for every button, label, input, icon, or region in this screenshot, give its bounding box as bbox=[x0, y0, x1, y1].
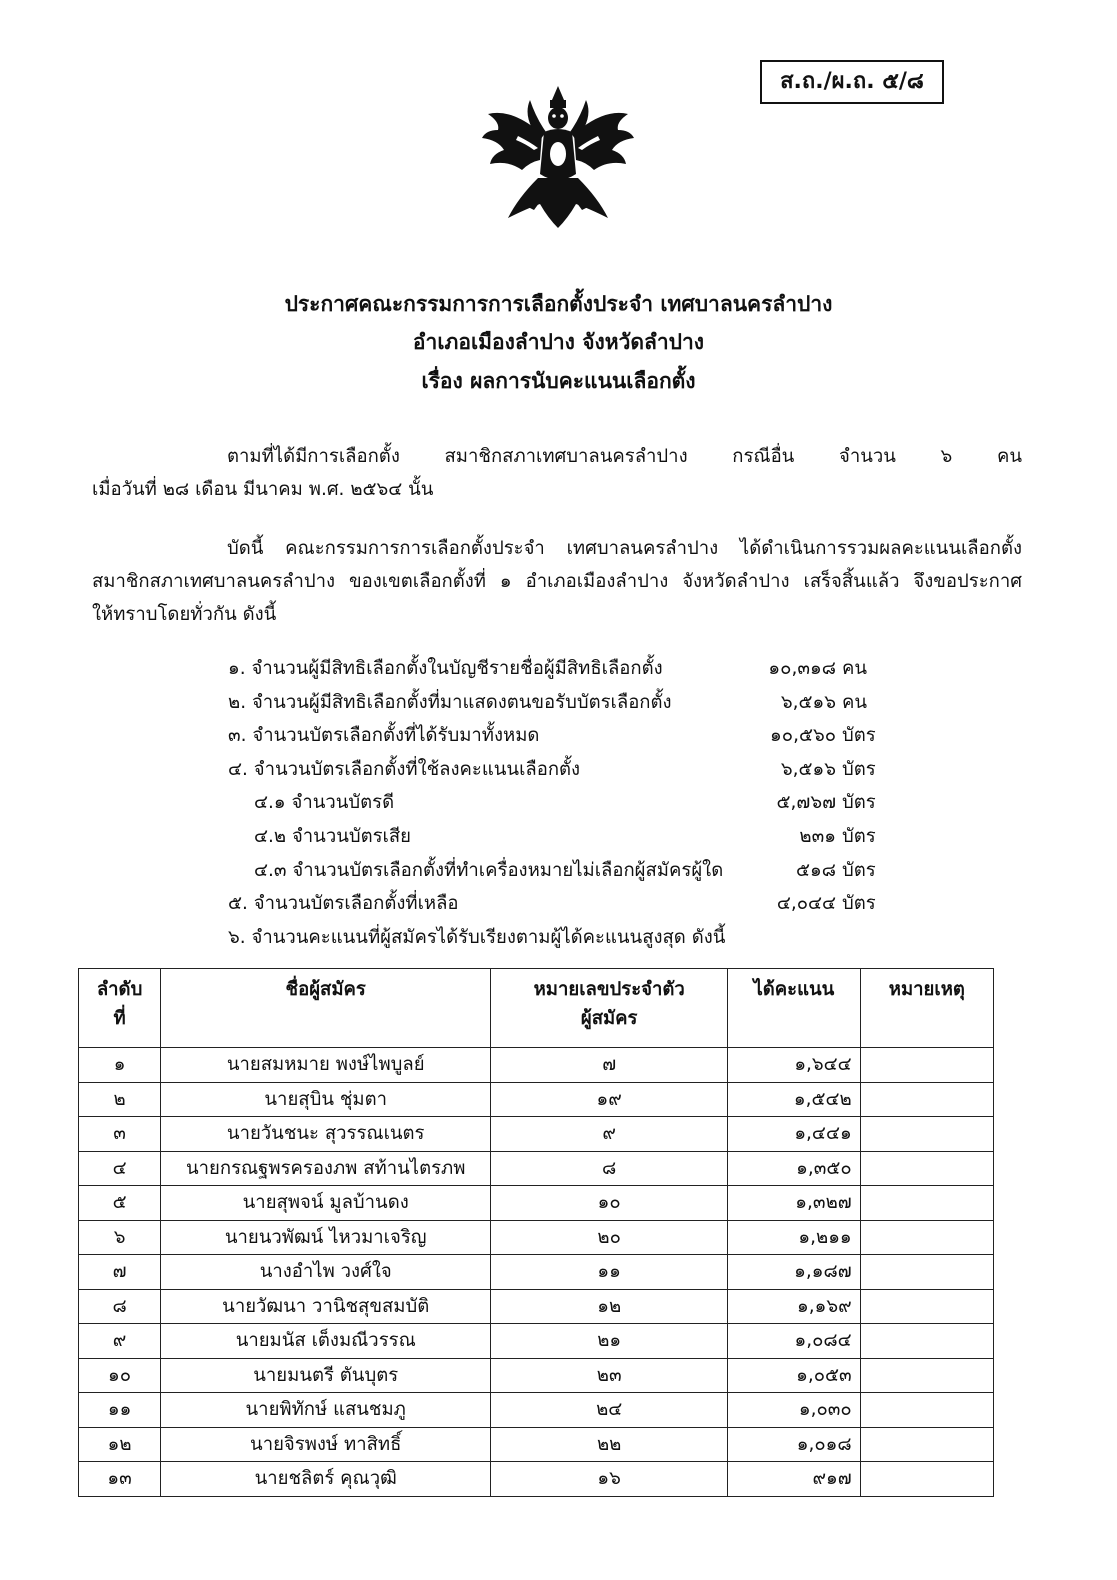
row-score: ๙๑๗ bbox=[728, 1462, 861, 1497]
stat-unit: บัตร bbox=[842, 725, 876, 747]
stat-row bbox=[228, 921, 888, 955]
row-order: ๑ bbox=[79, 1048, 161, 1083]
stat-value: ๕,๗๖๗ bbox=[776, 792, 836, 814]
row-candidate-number: ๑๒ bbox=[491, 1289, 728, 1324]
table-row bbox=[79, 1358, 994, 1393]
paragraph-2-line-3: ให้ทราบโดยทั่วกัน ดังนี้ bbox=[92, 604, 277, 625]
paragraph-2-line-1: บัดนี้ คณะกรรมการการเลือกตั้งประจำ เทศบาลนครลำปาง ได้ดำเนินการรวมผลคะแนนเลือกตั้ง bbox=[227, 538, 1022, 559]
row-remark bbox=[860, 1427, 993, 1462]
row-candidate-name: นายมนัส เต็งมณีวรรณ bbox=[161, 1324, 491, 1359]
row-candidate-number: ๑๖ bbox=[491, 1462, 728, 1497]
row-order: ๒ bbox=[79, 1082, 161, 1117]
row-order: ๘ bbox=[79, 1289, 161, 1324]
stat-label: ๔. จำนวนบัตรเลือกตั้งที่ใช้ลงคะแนนเลือกตั้ง bbox=[228, 758, 581, 780]
row-order: ๔ bbox=[79, 1151, 161, 1186]
header-score: ได้คะแนน bbox=[728, 969, 861, 1048]
table-row bbox=[79, 1117, 994, 1152]
stat-value: ๕๑๘ bbox=[795, 859, 836, 881]
row-score: ๑,๑๖๙ bbox=[728, 1289, 861, 1324]
stat-row bbox=[228, 820, 888, 854]
row-candidate-number: ๒๒ bbox=[491, 1427, 728, 1462]
row-candidate-number: ๑๑ bbox=[491, 1255, 728, 1290]
garuda-emblem-icon bbox=[478, 78, 638, 236]
table-row bbox=[79, 1151, 994, 1186]
stat-unit: บัตร bbox=[842, 893, 876, 915]
row-score: ๑,๕๔๒ bbox=[728, 1082, 861, 1117]
row-candidate-name: นายสมหมาย พงษ์ไพบูลย์ bbox=[161, 1048, 491, 1083]
document-code: ส.ถ./ผ.ถ. ๕/๘ bbox=[780, 69, 924, 94]
row-remark bbox=[860, 1220, 993, 1255]
stat-unit: คน bbox=[842, 691, 868, 713]
row-candidate-number: ๒๐ bbox=[491, 1220, 728, 1255]
row-candidate-number: ๑๙ bbox=[491, 1082, 728, 1117]
table-row bbox=[79, 1186, 994, 1221]
stat-value: ๑๐,๕๖๐ bbox=[770, 725, 836, 747]
row-remark bbox=[860, 1255, 993, 1290]
stat-row bbox=[228, 887, 888, 921]
row-candidate-number: ๒๔ bbox=[491, 1393, 728, 1428]
header-order: ลำดับ ที่ bbox=[79, 969, 161, 1048]
row-candidate-name: นายพิทักษ์ แสนชมภู bbox=[161, 1393, 491, 1428]
row-remark bbox=[860, 1151, 993, 1186]
paragraph-1-line-1: ตามที่ได้มีการเลือกตั้ง สมาชิกสภาเทศบาลนครลำปาง กรณีอื่น จำนวน ๖ คน bbox=[227, 446, 1022, 467]
candidate-results-table bbox=[78, 968, 994, 1497]
row-remark bbox=[860, 1117, 993, 1152]
row-remark bbox=[860, 1393, 993, 1428]
row-remark bbox=[860, 1289, 993, 1324]
title-line-2: อำเภอเมืองลำปาง จังหวัดลำปาง bbox=[412, 330, 705, 354]
row-order: ๑๑ bbox=[79, 1393, 161, 1428]
stat-row bbox=[228, 786, 888, 820]
stat-unit: บัตร bbox=[842, 758, 876, 780]
row-score: ๑,๐๓๐ bbox=[728, 1393, 861, 1428]
stat-row bbox=[228, 686, 888, 720]
paragraph-2-line-2: สมาชิกสภาเทศบาลนครลำปาง ของเขตเลือกตั้งที่ ๑ อำเภอเมืองลำปาง จังหวัดลำปาง เสร็จสิ้นแล้ว จึงขอประกาศ bbox=[92, 571, 1022, 592]
row-candidate-number: ๙ bbox=[491, 1117, 728, 1152]
stat-unit: บัตร bbox=[842, 825, 876, 847]
header-remark: หมายเหตุ bbox=[860, 969, 993, 1048]
row-candidate-name: นายสุบิน ชุ่มตา bbox=[161, 1082, 491, 1117]
row-order: ๙ bbox=[79, 1324, 161, 1359]
row-score: ๑,๐๑๘ bbox=[728, 1427, 861, 1462]
row-candidate-name: นายมนตรี ตันบุตร bbox=[161, 1358, 491, 1393]
stat-label: ๒. จำนวนผู้มีสิทธิเลือกตั้งที่มาแสดงตนขอรับบัตรเลือกตั้ง bbox=[228, 691, 672, 713]
row-candidate-name: นางอำไพ วงศ์ใจ bbox=[161, 1255, 491, 1290]
statistics-list bbox=[228, 652, 888, 954]
stat-value: ๒๓๑ bbox=[799, 825, 836, 847]
row-remark bbox=[860, 1048, 993, 1083]
table-row bbox=[79, 1220, 994, 1255]
row-score: ๑,๐๕๓ bbox=[728, 1358, 861, 1393]
stat-unit: บัตร bbox=[842, 792, 876, 814]
title-line-3: เรื่อง ผลการนับคะแนนเลือกตั้ง bbox=[421, 369, 696, 393]
stat-label: ๑. จำนวนผู้มีสิทธิเลือกตั้งในบัญชีรายชื่อผู้มีสิทธิเลือกตั้ง bbox=[228, 658, 663, 679]
row-candidate-name: นายวันชนะ สุวรรณเนตร bbox=[161, 1117, 491, 1152]
table-row bbox=[79, 1462, 994, 1497]
table-row bbox=[79, 1393, 994, 1428]
header-candidate-name: ชื่อผู้สมัคร bbox=[161, 969, 491, 1048]
row-remark bbox=[860, 1186, 993, 1221]
row-score: ๑,๒๑๑ bbox=[728, 1220, 861, 1255]
table-row bbox=[79, 1082, 994, 1117]
stat-label: ๕. จำนวนบัตรเลือกตั้งที่เหลือ bbox=[228, 893, 459, 915]
header-candidate-number: หมายเลขประจำตัว ผู้สมัคร bbox=[491, 969, 728, 1048]
row-remark bbox=[860, 1082, 993, 1117]
row-candidate-name: นายจิรพงษ์ ทาสิทธิ์ bbox=[161, 1427, 491, 1462]
stat-row bbox=[228, 753, 888, 787]
row-candidate-number: ๒๑ bbox=[491, 1324, 728, 1359]
row-candidate-number: ๗ bbox=[491, 1048, 728, 1083]
row-order: ๗ bbox=[79, 1255, 161, 1290]
stat-value: ๖,๕๑๖ bbox=[780, 691, 836, 713]
table-row bbox=[79, 1048, 994, 1083]
paragraph-1 bbox=[92, 440, 1022, 506]
stat-unit: คน bbox=[842, 658, 868, 679]
row-score: ๑,๓๕๐ bbox=[728, 1151, 861, 1186]
title-line-1: ประกาศคณะกรรมการการเลือกตั้งประจำ เทศบาลนครลำปาง bbox=[284, 292, 833, 316]
stat-row bbox=[228, 652, 888, 686]
table-header-row bbox=[79, 969, 994, 1048]
stat-label: ๔.๓ จำนวนบัตรเลือกตั้งที่ทำเครื่องหมายไม่เลือกผู้สมัครผู้ใด bbox=[254, 859, 724, 881]
table-row bbox=[79, 1427, 994, 1462]
stat-row bbox=[228, 719, 888, 753]
row-candidate-number: ๘ bbox=[491, 1151, 728, 1186]
row-candidate-name: นายสุพจน์ มูลบ้านดง bbox=[161, 1186, 491, 1221]
stat-value: ๖,๕๑๖ bbox=[780, 758, 836, 780]
stat-unit: บัตร bbox=[842, 859, 876, 881]
row-candidate-name: นายชลิตร์ คุณวุฒิ bbox=[161, 1462, 491, 1497]
row-candidate-name: นายวัฒนา วานิชสุขสมบัติ bbox=[161, 1289, 491, 1324]
row-order: ๓ bbox=[79, 1117, 161, 1152]
stat-label: ๔.๒ จำนวนบัตรเสีย bbox=[254, 825, 412, 847]
stat-label: ๔.๑ จำนวนบัตรดี bbox=[254, 792, 395, 814]
row-remark bbox=[860, 1462, 993, 1497]
stat-value: ๔,๐๔๔ bbox=[776, 893, 836, 915]
stat-label: ๖. จำนวนคะแนนที่ผู้สมัครได้รับเรียงตามผู้ได้คะแนนสูงสุด ดังนี้ bbox=[228, 926, 726, 948]
row-score: ๑,๔๔๑ bbox=[728, 1117, 861, 1152]
row-score: ๑,๓๒๗ bbox=[728, 1186, 861, 1221]
table-body bbox=[79, 1048, 994, 1497]
row-candidate-name: นายกรณฐพรครองภพ สท้านไตรภพ bbox=[161, 1151, 491, 1186]
row-score: ๑,๑๘๗ bbox=[728, 1255, 861, 1290]
row-candidate-number: ๑๐ bbox=[491, 1186, 728, 1221]
row-candidate-number: ๒๓ bbox=[491, 1358, 728, 1393]
stat-label: ๓. จำนวนบัตรเลือกตั้งที่ได้รับมาทั้งหมด bbox=[228, 725, 540, 747]
table-row bbox=[79, 1324, 994, 1359]
row-order: ๑๐ bbox=[79, 1358, 161, 1393]
row-order: ๕ bbox=[79, 1186, 161, 1221]
row-remark bbox=[860, 1358, 993, 1393]
row-score: ๑,๐๘๔ bbox=[728, 1324, 861, 1359]
row-remark bbox=[860, 1324, 993, 1359]
table-row bbox=[79, 1289, 994, 1324]
row-order: ๖ bbox=[79, 1220, 161, 1255]
row-order: ๑๒ bbox=[79, 1427, 161, 1462]
row-score: ๑,๖๔๔ bbox=[728, 1048, 861, 1083]
stat-value: ๑๐,๓๑๘ bbox=[768, 658, 836, 679]
paragraph-2 bbox=[92, 532, 1022, 631]
table-row bbox=[79, 1255, 994, 1290]
row-order: ๑๓ bbox=[79, 1462, 161, 1497]
document-code-box bbox=[760, 60, 944, 104]
row-candidate-name: นายนวพัฒน์ ไหวมาเจริญ bbox=[161, 1220, 491, 1255]
paragraph-1-line-2: เมื่อวันที่ ๒๘ เดือน มีนาคม พ.ศ. ๒๕๖๔ นั้น bbox=[92, 479, 434, 500]
stat-row bbox=[228, 854, 888, 888]
